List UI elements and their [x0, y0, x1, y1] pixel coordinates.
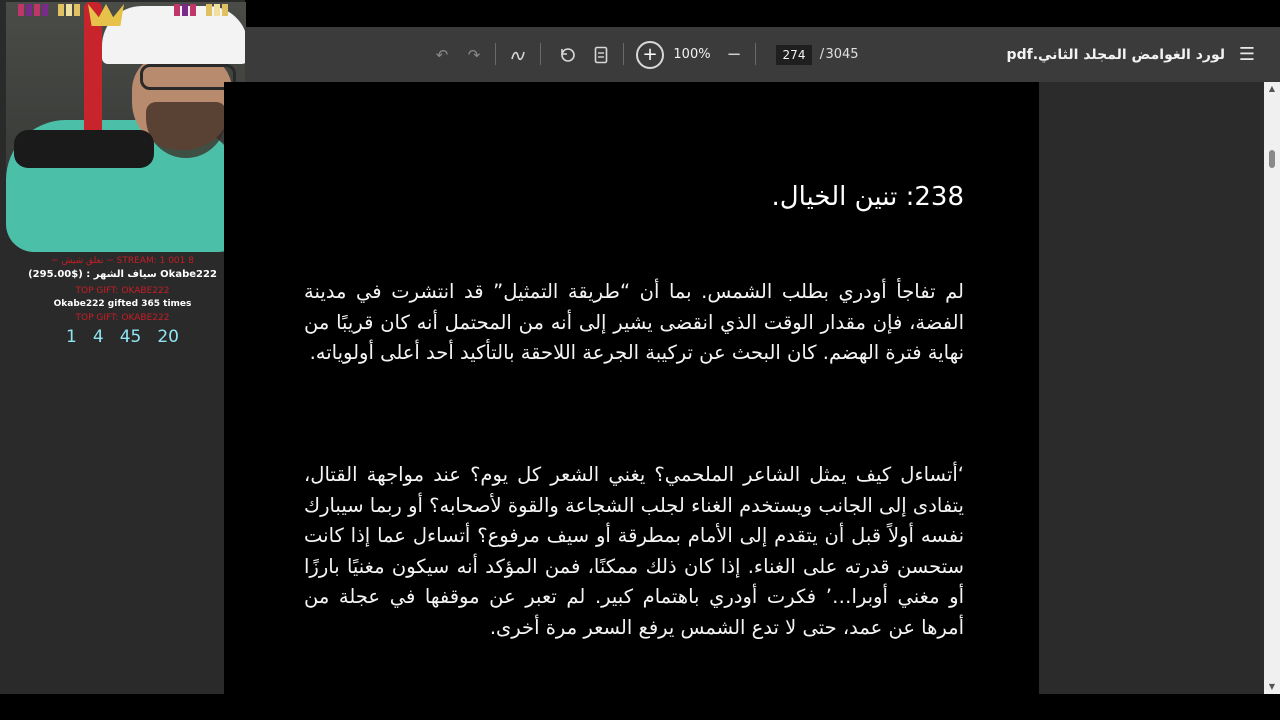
pdf-page	[224, 82, 1039, 694]
top-gifter-line: سياف الشهر : ($295.00) Okabe222	[28, 269, 217, 280]
draw-icon	[510, 47, 526, 63]
fit-page-button[interactable]	[590, 27, 612, 82]
counter-4: 20	[157, 327, 179, 347]
page-total: 3045	[825, 47, 859, 62]
pattern-decoration-left	[18, 4, 48, 16]
pattern-decoration-far-right	[206, 4, 228, 16]
toolbar-divider	[495, 43, 496, 65]
menu-icon: ☰	[1238, 44, 1256, 65]
counter-3: 45	[119, 327, 142, 347]
draw-button[interactable]	[507, 27, 529, 82]
toolbar-divider	[540, 43, 541, 65]
toolbar-divider	[755, 43, 756, 65]
webcam-glasses	[140, 64, 236, 90]
zoom-out-button[interactable]	[723, 27, 745, 82]
stream-info-line-1: ~ نعلق شيش ~ STREAM: 1 001 8	[51, 256, 194, 266]
gift-count-line: Okabe222 gifted 365 times	[53, 299, 192, 309]
page-separator: /	[819, 47, 825, 62]
rotate-icon	[559, 46, 577, 64]
vertical-scrollbar[interactable]	[1264, 82, 1280, 694]
webcam-overlay	[6, 2, 246, 252]
file-title: لورد الغوامض المجلد الثاني.pdf	[1006, 46, 1225, 63]
page-number-field[interactable]	[775, 27, 813, 82]
rotate-button[interactable]	[557, 27, 579, 82]
stream-info-line-3: TOP GIFT: OKABE222	[75, 286, 170, 296]
scroll-down-arrow-icon[interactable]: ▼	[1268, 682, 1276, 691]
scroll-up-arrow-icon[interactable]: ▲	[1268, 84, 1276, 93]
zoom-value: 100%	[673, 47, 711, 62]
page-number-input[interactable]: 274	[776, 45, 812, 65]
zoom-out-icon: −	[726, 44, 742, 65]
stream-counters	[0, 327, 245, 347]
toolbar-divider	[623, 43, 624, 65]
pdf-toolbar	[245, 27, 1280, 82]
zoom-in-button[interactable]	[635, 27, 665, 82]
paragraph-2: ‘أتساءل كيف يمثل الشاعر الملحمي؟ يغني الشعر كل يوم؟ عند مواجهة القتال، يتفادى إلى الجانب ويستخدم الغناء لجلب الشجاعة والقوة لأصحابه؟ أو ربما سيبارك نفسه أولاً قبل أن يتقدم إلى الأمام بمطرقة أو سيف مرفوع؟ أتساءل عما إذا كانت ستحسن قدرته على الغناء. إذا كان ذلك ممكنًا، فمن المؤكد أنه سيكون مغنيًا بارزًا أو مغني أوبرا…’ فكرت أودري باهتمام كبير. لم تعبر عن موقفها في عجلة من أمرها عن عمد، حتى لا تدع الشمس يرفع السعر مرة أخرى.	[304, 463, 964, 639]
pattern-decoration-mid	[58, 4, 80, 16]
redo-button[interactable]	[463, 27, 485, 82]
undo-button[interactable]	[431, 27, 453, 82]
pattern-decoration-right	[174, 4, 196, 16]
fit-page-icon	[594, 46, 608, 64]
menu-button[interactable]	[1235, 27, 1259, 82]
chapter-title: 238: تنين الخيال.	[771, 182, 964, 212]
microphone	[14, 130, 154, 168]
counter-1: 1	[66, 327, 77, 347]
zoom-in-icon: +	[636, 41, 664, 69]
redo-icon: ↷	[467, 45, 481, 64]
scrollbar-thumb[interactable]	[1269, 150, 1275, 168]
zoom-level[interactable]	[671, 27, 713, 82]
bottom-black-bar	[0, 694, 1280, 720]
counter-2: 4	[92, 327, 104, 347]
undo-icon: ↶	[435, 45, 449, 64]
paragraph-1: لم تفاجأ أودري بطلب الشمس. بما أن “طريقة التمثيل” قد انتشرت في مدينة الفضة، فإن مقدار الوقت الذي انقضى يشير إلى أنه من المحتمل أنه كان قريبًا من نهاية فترة الهضم. كان البحث عن تركيبة الجرعة اللاحقة بالتأكيد أحد أعلى أولوياته.	[304, 280, 964, 364]
stream-info-line-5: TOP GIFT: OKABE222	[75, 313, 170, 323]
